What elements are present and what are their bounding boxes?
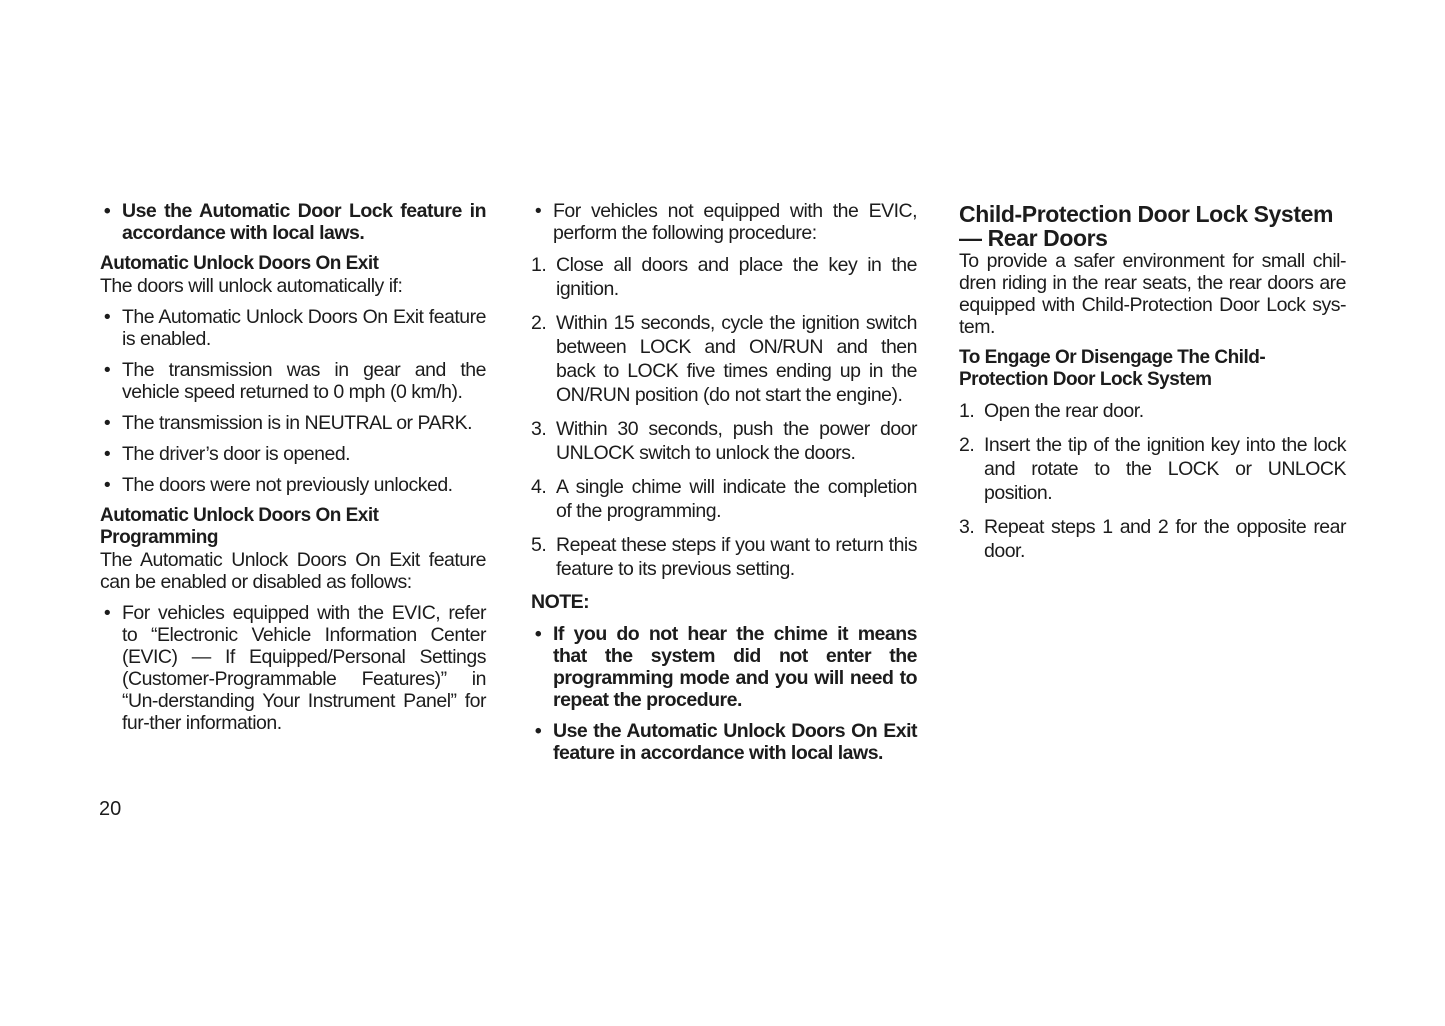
list-item: • For vehicles equipped with the EVIC, refer to “Electronic Vehicle Information Center (EVIC) — If Equipped/Personal Settings (Customer-Programmable Features)” in “Un-derstanding Your Instrument Panel” for fur-ther information. xyxy=(100,602,486,734)
right-column xyxy=(959,200,1346,573)
step-number: 3. xyxy=(531,418,547,440)
note-label: NOTE: xyxy=(531,591,590,613)
section-intro: To provide a safer environment for small chil-dren riding in the rear seats, the rear doors are equipped with Child-Protection Door Lock sys-tem. xyxy=(959,250,1346,338)
list-item: • The transmission was in gear and the vehicle speed returned to 0 mph (0 km/h). xyxy=(100,359,486,403)
numbered-step: 2. Insert the tip of the ignition key into the lock and rotate to the LOCK or UNLOCK position. xyxy=(959,434,1346,504)
list-item: • The transmission is in NEUTRAL or PARK. xyxy=(100,412,486,434)
step-number: 1. xyxy=(531,254,547,276)
bullet-icon: • xyxy=(103,602,111,624)
left-column xyxy=(100,200,486,743)
middle-column xyxy=(531,200,917,773)
numbered-step: 5. Repeat these steps if you want to return this feature to its previous setting. xyxy=(531,534,917,580)
bullet-icon: • xyxy=(103,474,111,496)
step-number: 2. xyxy=(531,312,547,334)
bullet-icon: • xyxy=(103,412,111,434)
step-number: 5. xyxy=(531,534,547,556)
list-item: • The Automatic Unlock Doors On Exit feature is enabled. xyxy=(100,306,486,350)
numbered-step: 1. Close all doors and place the key in the ignition. xyxy=(531,254,917,300)
list-item: • The doors were not previously unlocked. xyxy=(100,474,486,496)
list-item: • Use the Automatic Door Lock feature in accordance with local laws. xyxy=(100,200,486,244)
bullet-icon: • xyxy=(103,359,111,381)
bullet-icon: • xyxy=(534,720,542,742)
section-title: Child-Protection Door Lock System — Rear Doors xyxy=(959,201,1334,251)
section-intro: The Automatic Unlock Doors On Exit feature can be enabled or disabled as follows: xyxy=(100,549,486,593)
bullet-icon: • xyxy=(103,200,111,222)
list-item: • The driver’s door is opened. xyxy=(100,443,486,465)
numbered-step: 3. Within 30 seconds, push the power door UNLOCK switch to unlock the doors. xyxy=(531,418,917,464)
numbered-step: 2. Within 15 seconds, cycle the ignition switch between LOCK and ON/RUN and then back to LOCK five times ending up in the ON/RUN position (do not start the engine). xyxy=(531,312,917,406)
bullet-icon: • xyxy=(103,443,111,465)
bullet-icon: • xyxy=(534,623,542,645)
step-number: 3. xyxy=(959,516,975,538)
section-heading-programming: Automatic Unlock Doors On Exit Programming xyxy=(100,505,379,548)
page-number: 20 xyxy=(99,798,122,820)
bullet-icon: • xyxy=(103,306,111,328)
step-number: 1. xyxy=(959,400,975,422)
section-subheading: To Engage Or Disengage The Child-Protection Door Lock System xyxy=(959,347,1266,390)
numbered-step: 4. A single chime will indicate the completion of the programming. xyxy=(531,476,917,522)
section-intro: The doors will unlock automatically if: xyxy=(100,275,403,297)
list-item: • If you do not hear the chime it means that the system did not enter the programming mode and you will need to repeat the procedure. xyxy=(531,623,917,711)
list-item: • For vehicles not equipped with the EVIC, perform the following procedure: xyxy=(531,200,917,244)
step-number: 2. xyxy=(959,434,975,456)
section-heading-unlock: Automatic Unlock Doors On Exit xyxy=(100,253,379,274)
numbered-step: 1. Open the rear door. xyxy=(959,400,1144,422)
step-number: 4. xyxy=(531,476,547,498)
list-item: • Use the Automatic Unlock Doors On Exit feature in accordance with local laws. xyxy=(531,720,917,764)
bullet-icon: • xyxy=(534,200,542,222)
numbered-step: 3. Repeat steps 1 and 2 for the opposite rear door. xyxy=(959,516,1346,562)
